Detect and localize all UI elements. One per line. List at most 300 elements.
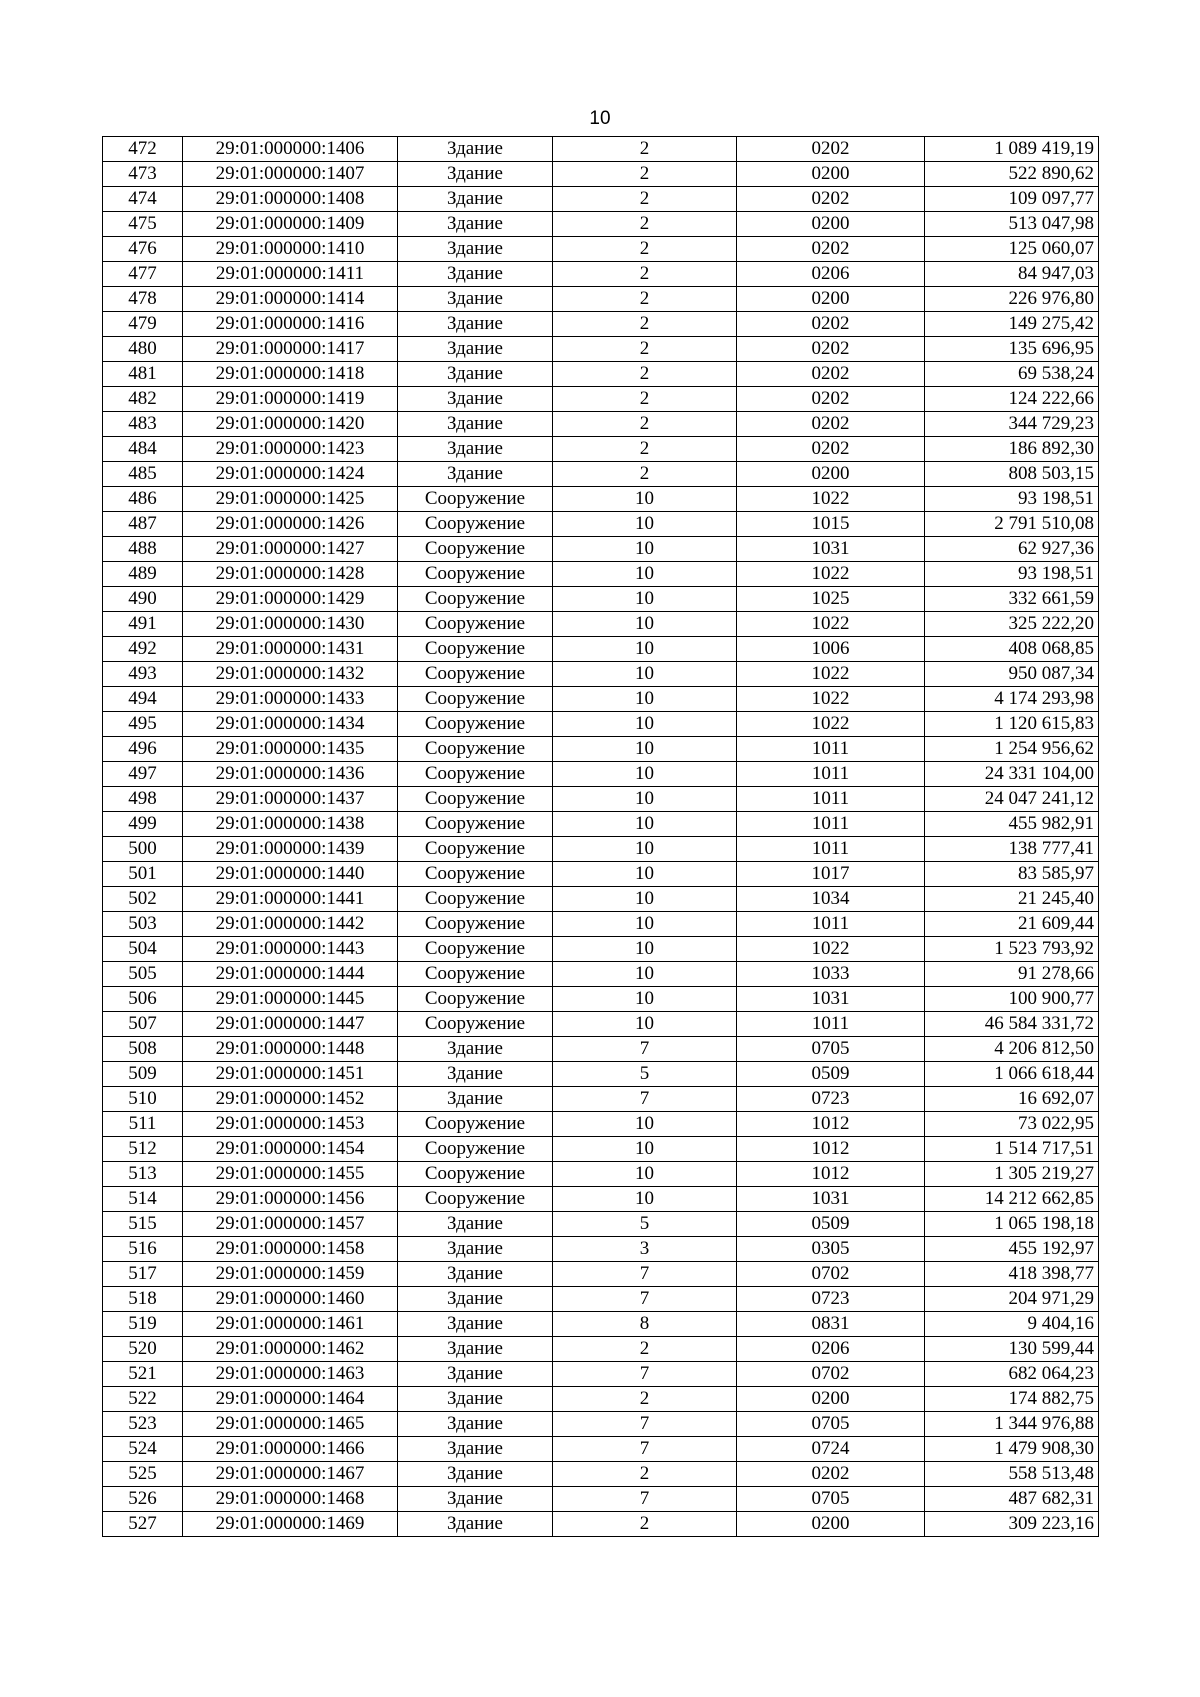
cadastral-number-cell: 29:01:000000:1444 (183, 962, 398, 987)
table-row (103, 1062, 1099, 1087)
cadastral-number-cell: 29:01:000000:1437 (183, 787, 398, 812)
table-row (103, 737, 1099, 762)
group-cell: 7 (553, 1087, 737, 1112)
object-type-cell: Сооружение (398, 737, 553, 762)
table-body (103, 137, 1099, 1537)
cadastral-number-cell: 29:01:000000:1429 (183, 587, 398, 612)
object-type-cell: Здание (398, 412, 553, 437)
value-cell: 93 198,51 (925, 562, 1099, 587)
row-number-cell: 475 (103, 212, 183, 237)
row-number-cell: 518 (103, 1287, 183, 1312)
group-cell: 2 (553, 1512, 737, 1537)
table-row (103, 1312, 1099, 1337)
code-cell: 0509 (737, 1212, 925, 1237)
code-cell: 1011 (737, 737, 925, 762)
cadastral-number-cell: 29:01:000000:1424 (183, 462, 398, 487)
code-cell: 0206 (737, 1337, 925, 1362)
cadastral-number-cell: 29:01:000000:1414 (183, 287, 398, 312)
table-row (103, 912, 1099, 937)
cadastral-number-cell: 29:01:000000:1464 (183, 1387, 398, 1412)
object-type-cell: Здание (398, 437, 553, 462)
table-row (103, 1137, 1099, 1162)
group-cell: 10 (553, 1112, 737, 1137)
table-row (103, 637, 1099, 662)
object-type-cell: Сооружение (398, 487, 553, 512)
value-cell: 69 538,24 (925, 362, 1099, 387)
cadastral-number-cell: 29:01:000000:1406 (183, 137, 398, 162)
code-cell: 1022 (737, 487, 925, 512)
cadastral-number-cell: 29:01:000000:1427 (183, 537, 398, 562)
row-number-cell: 474 (103, 187, 183, 212)
object-type-cell: Сооружение (398, 1187, 553, 1212)
page-number: 10 (589, 108, 611, 129)
table-row (103, 937, 1099, 962)
group-cell: 7 (553, 1362, 737, 1387)
value-cell: 418 398,77 (925, 1262, 1099, 1287)
table-row (103, 1237, 1099, 1262)
row-number-cell: 489 (103, 562, 183, 587)
group-cell: 2 (553, 462, 737, 487)
cadastral-number-cell: 29:01:000000:1454 (183, 1137, 398, 1162)
value-cell: 1 305 219,27 (925, 1162, 1099, 1187)
group-cell: 10 (553, 712, 737, 737)
value-cell: 1 254 956,62 (925, 737, 1099, 762)
row-number-cell: 483 (103, 412, 183, 437)
group-cell: 10 (553, 987, 737, 1012)
row-number-cell: 498 (103, 787, 183, 812)
code-cell: 0202 (737, 412, 925, 437)
code-cell: 1012 (737, 1112, 925, 1137)
group-cell: 10 (553, 612, 737, 637)
cadastral-number-cell: 29:01:000000:1460 (183, 1287, 398, 1312)
object-type-cell: Здание (398, 1312, 553, 1337)
table-row (103, 687, 1099, 712)
value-cell: 84 947,03 (925, 262, 1099, 287)
value-cell: 149 275,42 (925, 312, 1099, 337)
cadastral-number-cell: 29:01:000000:1465 (183, 1412, 398, 1437)
code-cell: 1031 (737, 1187, 925, 1212)
value-cell: 14 212 662,85 (925, 1187, 1099, 1212)
value-cell: 73 022,95 (925, 1112, 1099, 1137)
object-type-cell: Здание (398, 1462, 553, 1487)
value-cell: 1 479 908,30 (925, 1437, 1099, 1462)
row-number-cell: 514 (103, 1187, 183, 1212)
table-row (103, 1287, 1099, 1312)
code-cell: 1022 (737, 712, 925, 737)
object-type-cell: Здание (398, 187, 553, 212)
table-row (103, 587, 1099, 612)
code-cell: 0831 (737, 1312, 925, 1337)
code-cell: 1012 (737, 1162, 925, 1187)
group-cell: 10 (553, 537, 737, 562)
table-row (103, 987, 1099, 1012)
group-cell: 2 (553, 437, 737, 462)
cadastral-number-cell: 29:01:000000:1442 (183, 912, 398, 937)
cadastral-number-cell: 29:01:000000:1455 (183, 1162, 398, 1187)
table-row (103, 387, 1099, 412)
object-type-cell: Сооружение (398, 1112, 553, 1137)
row-number-cell: 493 (103, 662, 183, 687)
value-cell: 93 198,51 (925, 487, 1099, 512)
object-type-cell: Здание (398, 337, 553, 362)
table-row (103, 1112, 1099, 1137)
row-number-cell: 499 (103, 812, 183, 837)
value-cell: 1 089 419,19 (925, 137, 1099, 162)
cadastral-number-cell: 29:01:000000:1441 (183, 887, 398, 912)
table-row (103, 1462, 1099, 1487)
object-type-cell: Сооружение (398, 512, 553, 537)
cadastral-number-cell: 29:01:000000:1447 (183, 1012, 398, 1037)
code-cell: 1022 (737, 937, 925, 962)
group-cell: 2 (553, 412, 737, 437)
code-cell: 0702 (737, 1262, 925, 1287)
row-number-cell: 488 (103, 537, 183, 562)
group-cell: 10 (553, 1162, 737, 1187)
cadastral-number-cell: 29:01:000000:1459 (183, 1262, 398, 1287)
group-cell: 10 (553, 637, 737, 662)
code-cell: 0705 (737, 1487, 925, 1512)
row-number-cell: 520 (103, 1337, 183, 1362)
group-cell: 10 (553, 662, 737, 687)
value-cell: 83 585,97 (925, 862, 1099, 887)
row-number-cell: 524 (103, 1437, 183, 1462)
cadastral-number-cell: 29:01:000000:1436 (183, 762, 398, 787)
code-cell: 1022 (737, 612, 925, 637)
group-cell: 2 (553, 137, 737, 162)
object-type-cell: Здание (398, 387, 553, 412)
row-number-cell: 496 (103, 737, 183, 762)
cadastral-number-cell: 29:01:000000:1466 (183, 1437, 398, 1462)
cadastral-number-cell: 29:01:000000:1411 (183, 262, 398, 287)
cadastral-number-cell: 29:01:000000:1438 (183, 812, 398, 837)
cadastral-number-cell: 29:01:000000:1423 (183, 437, 398, 462)
row-number-cell: 477 (103, 262, 183, 287)
group-cell: 2 (553, 287, 737, 312)
cadastral-number-cell: 29:01:000000:1434 (183, 712, 398, 737)
code-cell: 0202 (737, 1462, 925, 1487)
table-row (103, 1487, 1099, 1512)
group-cell: 10 (553, 912, 737, 937)
row-number-cell: 511 (103, 1112, 183, 1137)
row-number-cell: 491 (103, 612, 183, 637)
value-cell: 186 892,30 (925, 437, 1099, 462)
table-row (103, 462, 1099, 487)
group-cell: 10 (553, 837, 737, 862)
table-row (103, 662, 1099, 687)
value-cell: 682 064,23 (925, 1362, 1099, 1387)
group-cell: 10 (553, 962, 737, 987)
row-number-cell: 503 (103, 912, 183, 937)
group-cell: 2 (553, 387, 737, 412)
cadastral-number-cell: 29:01:000000:1445 (183, 987, 398, 1012)
row-number-cell: 479 (103, 312, 183, 337)
table-row (103, 1012, 1099, 1037)
cadastral-number-cell: 29:01:000000:1469 (183, 1512, 398, 1537)
table-row (103, 712, 1099, 737)
group-cell: 2 (553, 362, 737, 387)
code-cell: 1025 (737, 587, 925, 612)
cadastral-number-cell: 29:01:000000:1453 (183, 1112, 398, 1137)
cadastral-number-cell: 29:01:000000:1431 (183, 637, 398, 662)
object-type-cell: Сооружение (398, 637, 553, 662)
row-number-cell: 522 (103, 1387, 183, 1412)
row-number-cell: 486 (103, 487, 183, 512)
row-number-cell: 521 (103, 1362, 183, 1387)
group-cell: 10 (553, 937, 737, 962)
object-type-cell: Сооружение (398, 712, 553, 737)
group-cell: 10 (553, 1012, 737, 1037)
value-cell: 1 514 717,51 (925, 1137, 1099, 1162)
cadastral-number-cell: 29:01:000000:1418 (183, 362, 398, 387)
row-number-cell: 516 (103, 1237, 183, 1262)
row-number-cell: 515 (103, 1212, 183, 1237)
object-type-cell: Сооружение (398, 612, 553, 637)
object-type-cell: Здание (398, 162, 553, 187)
object-type-cell: Сооружение (398, 687, 553, 712)
table-row (103, 1212, 1099, 1237)
object-type-cell: Здание (398, 1437, 553, 1462)
code-cell: 1034 (737, 887, 925, 912)
group-cell: 2 (553, 337, 737, 362)
group-cell: 10 (553, 762, 737, 787)
value-cell: 332 661,59 (925, 587, 1099, 612)
row-number-cell: 494 (103, 687, 183, 712)
value-cell: 1 066 618,44 (925, 1062, 1099, 1087)
cadastral-number-cell: 29:01:000000:1435 (183, 737, 398, 762)
row-number-cell: 478 (103, 287, 183, 312)
object-type-cell: Сооружение (398, 1162, 553, 1187)
row-number-cell: 476 (103, 237, 183, 262)
row-number-cell: 501 (103, 862, 183, 887)
value-cell: 100 900,77 (925, 987, 1099, 1012)
table-row (103, 787, 1099, 812)
cadastral-number-cell: 29:01:000000:1408 (183, 187, 398, 212)
value-cell: 24 047 241,12 (925, 787, 1099, 812)
table-row (103, 137, 1099, 162)
code-cell: 0202 (737, 187, 925, 212)
value-cell: 1 344 976,88 (925, 1412, 1099, 1437)
row-number-cell: 492 (103, 637, 183, 662)
value-cell: 109 097,77 (925, 187, 1099, 212)
row-number-cell: 509 (103, 1062, 183, 1087)
row-number-cell: 482 (103, 387, 183, 412)
table-row (103, 237, 1099, 262)
object-type-cell: Сооружение (398, 1012, 553, 1037)
cadastral-number-cell: 29:01:000000:1426 (183, 512, 398, 537)
row-number-cell: 480 (103, 337, 183, 362)
group-cell: 5 (553, 1212, 737, 1237)
value-cell: 9 404,16 (925, 1312, 1099, 1337)
value-cell: 226 976,80 (925, 287, 1099, 312)
table-row (103, 762, 1099, 787)
cadastral-number-cell: 29:01:000000:1419 (183, 387, 398, 412)
code-cell: 1031 (737, 537, 925, 562)
row-number-cell: 497 (103, 762, 183, 787)
cadastral-number-cell: 29:01:000000:1430 (183, 612, 398, 637)
cadastral-number-cell: 29:01:000000:1439 (183, 837, 398, 862)
cadastral-number-cell: 29:01:000000:1452 (183, 1087, 398, 1112)
table-row (103, 1512, 1099, 1537)
registry-table (102, 136, 1099, 1537)
object-type-cell: Здание (398, 1237, 553, 1262)
object-type-cell: Здание (398, 1337, 553, 1362)
object-type-cell: Сооружение (398, 762, 553, 787)
row-number-cell: 513 (103, 1162, 183, 1187)
code-cell: 0723 (737, 1287, 925, 1312)
object-type-cell: Сооружение (398, 812, 553, 837)
code-cell: 0705 (737, 1037, 925, 1062)
row-number-cell: 495 (103, 712, 183, 737)
code-cell: 0200 (737, 1512, 925, 1537)
row-number-cell: 490 (103, 587, 183, 612)
cadastral-number-cell: 29:01:000000:1456 (183, 1187, 398, 1212)
object-type-cell: Здание (398, 1037, 553, 1062)
row-number-cell: 525 (103, 1462, 183, 1487)
code-cell: 1011 (737, 762, 925, 787)
cadastral-number-cell: 29:01:000000:1420 (183, 412, 398, 437)
value-cell: 950 087,34 (925, 662, 1099, 687)
row-number-cell: 512 (103, 1137, 183, 1162)
group-cell: 10 (553, 512, 737, 537)
row-number-cell: 502 (103, 887, 183, 912)
table-row (103, 1337, 1099, 1362)
code-cell: 0724 (737, 1437, 925, 1462)
table-row (103, 862, 1099, 887)
table-row (103, 537, 1099, 562)
code-cell: 0202 (737, 312, 925, 337)
cadastral-number-cell: 29:01:000000:1409 (183, 212, 398, 237)
code-cell: 0305 (737, 1237, 925, 1262)
object-type-cell: Здание (398, 1487, 553, 1512)
code-cell: 0702 (737, 1362, 925, 1387)
code-cell: 1011 (737, 787, 925, 812)
object-type-cell: Сооружение (398, 787, 553, 812)
table-row (103, 362, 1099, 387)
value-cell: 135 696,95 (925, 337, 1099, 362)
cadastral-number-cell: 29:01:000000:1443 (183, 937, 398, 962)
table-row (103, 612, 1099, 637)
object-type-cell: Здание (398, 1512, 553, 1537)
code-cell: 1012 (737, 1137, 925, 1162)
row-number-cell: 473 (103, 162, 183, 187)
object-type-cell: Сооружение (398, 662, 553, 687)
cadastral-number-cell: 29:01:000000:1440 (183, 862, 398, 887)
code-cell: 0200 (737, 462, 925, 487)
code-cell: 0200 (737, 212, 925, 237)
group-cell: 10 (553, 787, 737, 812)
object-type-cell: Сооружение (398, 937, 553, 962)
code-cell: 1022 (737, 687, 925, 712)
row-number-cell: 527 (103, 1512, 183, 1537)
object-type-cell: Здание (398, 237, 553, 262)
code-cell: 0202 (737, 237, 925, 262)
row-number-cell: 510 (103, 1087, 183, 1112)
code-cell: 1006 (737, 637, 925, 662)
cadastral-number-cell: 29:01:000000:1432 (183, 662, 398, 687)
value-cell: 344 729,23 (925, 412, 1099, 437)
value-cell: 808 503,15 (925, 462, 1099, 487)
table-row (103, 1387, 1099, 1412)
value-cell: 138 777,41 (925, 837, 1099, 862)
row-number-cell: 472 (103, 137, 183, 162)
group-cell: 7 (553, 1262, 737, 1287)
group-cell: 2 (553, 262, 737, 287)
row-number-cell: 485 (103, 462, 183, 487)
object-type-cell: Сооружение (398, 537, 553, 562)
group-cell: 3 (553, 1237, 737, 1262)
group-cell: 7 (553, 1437, 737, 1462)
code-cell: 1017 (737, 862, 925, 887)
group-cell: 2 (553, 1462, 737, 1487)
cadastral-number-cell: 29:01:000000:1433 (183, 687, 398, 712)
row-number-cell: 506 (103, 987, 183, 1012)
table-row (103, 1162, 1099, 1187)
cadastral-number-cell: 29:01:000000:1462 (183, 1337, 398, 1362)
table-row (103, 437, 1099, 462)
object-type-cell: Здание (398, 1387, 553, 1412)
group-cell: 10 (553, 587, 737, 612)
code-cell: 1011 (737, 1012, 925, 1037)
object-type-cell: Сооружение (398, 1137, 553, 1162)
row-number-cell: 517 (103, 1262, 183, 1287)
group-cell: 7 (553, 1412, 737, 1437)
object-type-cell: Здание (398, 1287, 553, 1312)
object-type-cell: Здание (398, 1212, 553, 1237)
object-type-cell: Сооружение (398, 862, 553, 887)
code-cell: 0202 (737, 437, 925, 462)
row-number-cell: 507 (103, 1012, 183, 1037)
object-type-cell: Сооружение (398, 987, 553, 1012)
value-cell: 487 682,31 (925, 1487, 1099, 1512)
cadastral-number-cell: 29:01:000000:1428 (183, 562, 398, 587)
table-row (103, 1087, 1099, 1112)
cadastral-number-cell: 29:01:000000:1458 (183, 1237, 398, 1262)
value-cell: 522 890,62 (925, 162, 1099, 187)
group-cell: 2 (553, 312, 737, 337)
value-cell: 124 222,66 (925, 387, 1099, 412)
table-row (103, 1262, 1099, 1287)
cadastral-number-cell: 29:01:000000:1448 (183, 1037, 398, 1062)
object-type-cell: Здание (398, 1412, 553, 1437)
table-row (103, 1037, 1099, 1062)
code-cell: 0202 (737, 362, 925, 387)
code-cell: 0509 (737, 1062, 925, 1087)
group-cell: 7 (553, 1287, 737, 1312)
row-number-cell: 487 (103, 512, 183, 537)
object-type-cell: Здание (398, 1262, 553, 1287)
object-type-cell: Здание (398, 1362, 553, 1387)
value-cell: 46 584 331,72 (925, 1012, 1099, 1037)
object-type-cell: Здание (398, 212, 553, 237)
object-type-cell: Сооружение (398, 837, 553, 862)
code-cell: 1015 (737, 512, 925, 537)
object-type-cell: Сооружение (398, 962, 553, 987)
cadastral-number-cell: 29:01:000000:1417 (183, 337, 398, 362)
value-cell: 21 245,40 (925, 887, 1099, 912)
value-cell: 125 060,07 (925, 237, 1099, 262)
code-cell: 0200 (737, 162, 925, 187)
value-cell: 1 120 615,83 (925, 712, 1099, 737)
cadastral-number-cell: 29:01:000000:1451 (183, 1062, 398, 1087)
value-cell: 4 174 293,98 (925, 687, 1099, 712)
code-cell: 0202 (737, 137, 925, 162)
table-row (103, 262, 1099, 287)
value-cell: 455 982,91 (925, 812, 1099, 837)
row-number-cell: 500 (103, 837, 183, 862)
group-cell: 10 (553, 737, 737, 762)
table-row (103, 1187, 1099, 1212)
table-row (103, 512, 1099, 537)
